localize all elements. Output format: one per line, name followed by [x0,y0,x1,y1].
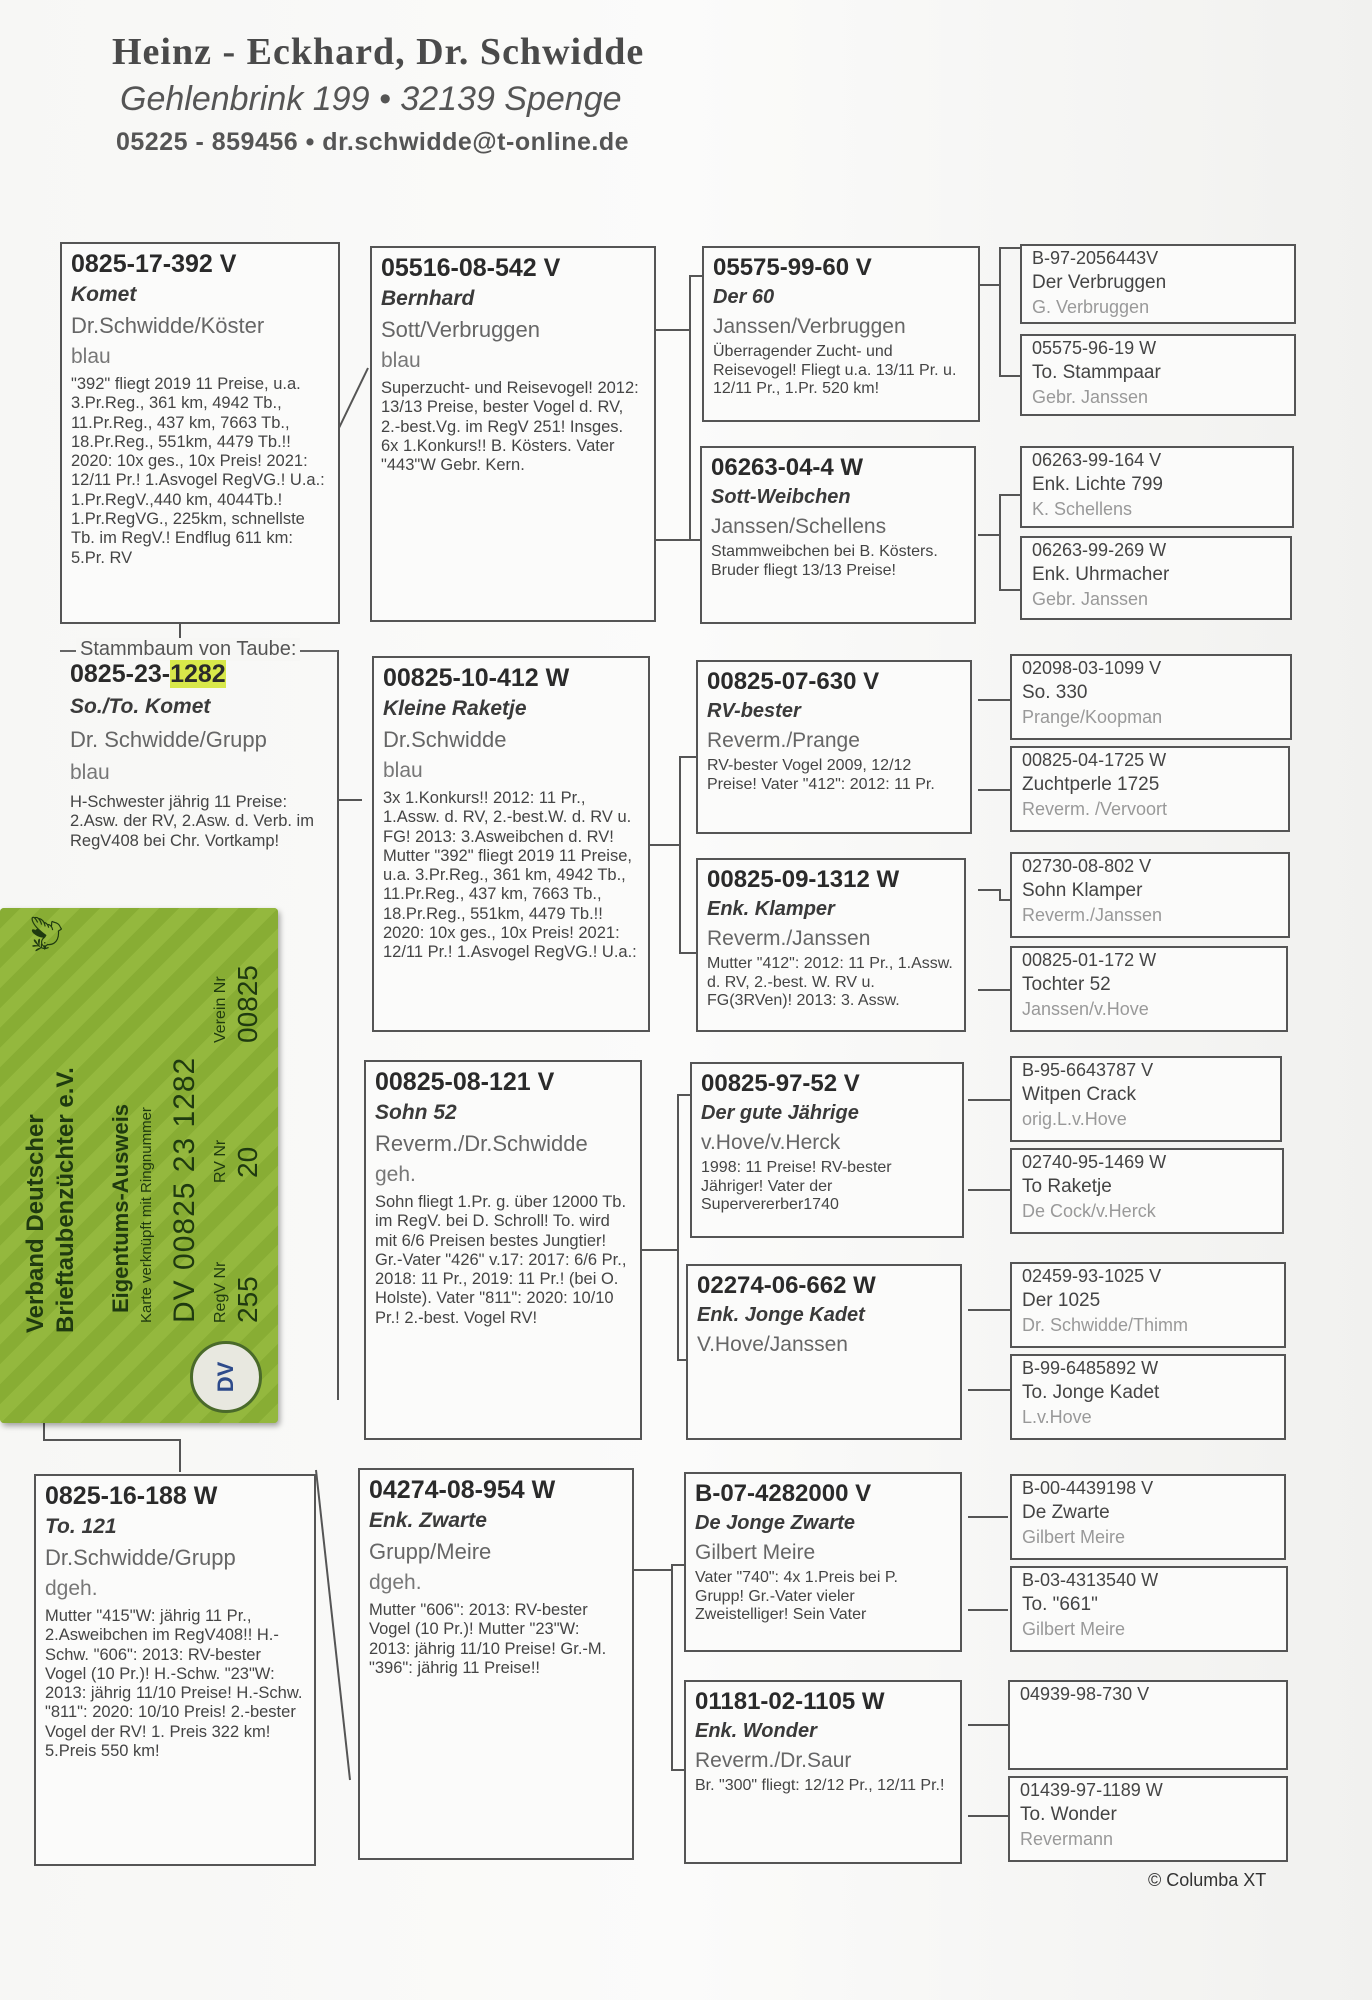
subject-description: H-Schwester jährig 11 Preise: 2.Asw. der RV, 2.Asw. d. Verb. im RegV408 bei Chr. Vortkamp! [70,793,314,850]
dam-box [34,1474,316,1866]
gen3-box-8 [684,1680,962,1864]
card-ring-number: DV 00825 23 1282 [168,1056,201,1323]
description: 3x 1.Konkurs!! 2012: 11 Pr., 1.Assw. d. RV, 2.-best.W. d. RV u. FG! 2013: 3.Asweibchen d. RV! Mutter "392" fliegt 2019 11 Preise, u.a. 3.Pr.Reg., 361 km, 4942 Tb., 11.Pr.Reg., 437 km, 7663 Tb., 18.Pr.Reg., 551km, 4479 Tb.!! 2020: 10x ges., 10x Preis! 2021: 12/11 Pr.! 1.Asvogel RegVG.! U.a.: [383,789,637,962]
breeder: Reverm./Janssen [1022,905,1163,925]
description: Überragender Zucht- und Reisevogel! Fliegt u.a. 13/11 Pr. u. 12/11 Pr., 1.Pr. 520 km! [713,343,957,398]
ring-number: 02730-08-802 V [1022,856,1152,876]
description: Stammweibchen bei B. Kösters. Bruder fliegt 13/13 Preise! [711,543,938,579]
card-org-line1: Verband Deutscher [22,1114,49,1333]
description: 1998: 11 Preise! RV-bester Jähriger! Vater der Supervererber1740 [701,1159,892,1214]
dam-breeder: Dr.Schwidde/Grupp [45,1545,236,1570]
description: Mutter "606": 2013: RV-bester Vogel (10 Pr.)! Mutter "23"W: 2013: jährig 11/10 Preise! Gr.-M. "396": jährig 11 Preise!! [369,1601,607,1677]
breeder: Dr. Schwidde/Thimm [1022,1315,1189,1335]
pigeon-name: RV-bester [707,700,801,722]
gen3-box-4 [696,858,966,1032]
gen4-box-8 [1010,946,1288,1032]
breeder: Reverm./Dr.Saur [695,1749,852,1772]
ring-number: 00825-10-412 W [383,664,570,692]
gen4-box-10 [1010,1148,1284,1234]
gen2-box-4 [358,1468,634,1860]
pigeon-name: Tochter 52 [1022,974,1111,995]
card-rv-value: 20 [232,1146,263,1178]
gen2-box-2 [372,656,650,1032]
breeder: Reverm. /Vervoort [1022,799,1168,819]
pigeon-name: To. Stammpaar [1032,362,1161,383]
pigeon-name: Enk. Klamper [707,898,835,920]
ring-number: B-99-6485892 W [1022,1358,1159,1378]
breeder: Grupp/Meire [369,1539,492,1564]
color: blau [381,349,421,372]
pigeon-name: Enk. Jonge Kadet [697,1304,865,1326]
gen4-box-1 [1020,244,1296,324]
breeder: Reverm./Prange [707,729,860,752]
pigeon-name: De Zwarte [1022,1502,1110,1523]
description: Superzucht- und Reisevogel! 2012: 13/13 Preise, bester Vogel d. RV, 2.-best.Vg. im RegV 251! Insges. 6x 1.Konkurs!! B. Kösters. Vater "443"W Gebr. Kern. [381,379,639,475]
ring-number: 04939-98-730 V [1020,1684,1150,1704]
breeder-contact: 05225 - 859456 • dr.schwidde@t-online.de [116,128,630,156]
color: dgeh. [369,1571,422,1594]
subject-ring-prefix: 0825-23- [70,660,171,688]
gen4-box-15 [1008,1680,1288,1770]
pigeon-name: Der 1025 [1022,1290,1101,1311]
description: Sohn fliegt 1.Pr. g. über 12000 Tb. im RegV. bei D. Schroll! To. wird mit 6/6 Preisen bestes Jungtier! Gr.-Vater "426" v.17: 2017: 6/6 Pr., 2018: 11 Pr., 2019: 11 Pr.! (bei O. Holste). Vater "811": 2020: 10/10 Pr.! 2.-best. Vogel RV! [375,1193,627,1327]
breeder: Janssen/Verbruggen [713,315,906,338]
ring-number: 04274-08-954 W [369,1476,556,1504]
breeder: G. Verbruggen [1032,297,1150,317]
pigeon-name: To Raketje [1022,1176,1112,1197]
gen3-box-1 [702,246,980,422]
description: Mutter "412": 2012: 11 Pr., 1.Assw. d. RV, 2.-best. W. RV u. FG(3RVen)! 2013: 3. Assw. [707,955,953,1010]
card-subtitle: Karte verknüpft mit Ringnummer [138,1107,155,1323]
color: blau [383,759,423,782]
copyright: © Columba XT [1148,1870,1267,1890]
breeder: Gebr. Janssen [1032,387,1149,407]
gen4-box-5 [1010,654,1292,740]
breeder: v.Hove/v.Herck [701,1131,841,1154]
breeder: Prange/Koopman [1022,707,1163,727]
pigeon-name: Der gute Jährige [701,1102,859,1124]
pigeon-icon: 🕊 [31,914,64,953]
breeder: Gebr. Janssen [1032,589,1149,609]
breeder: Reverm./Dr.Schwidde [375,1131,588,1156]
breeder: orig.L.v.Hove [1022,1109,1127,1129]
ring-number: 00825-09-1312 W [707,866,900,893]
ring-number: 06263-99-164 V [1032,450,1162,470]
breeder: Gilbert Meire [1022,1527,1126,1547]
breeder: Gilbert Meire [1022,1619,1126,1639]
breeder: K. Schellens [1032,499,1133,519]
breeder: V.Hove/Janssen [697,1333,848,1356]
pigeon-name: Enk. Zwarte [369,1509,487,1532]
breeder: Janssen/Schellens [711,515,887,538]
ring-number: 01181-02-1105 W [695,1688,885,1715]
ring-number: 06263-99-269 W [1032,540,1167,560]
breeder: L.v.Hove [1022,1407,1092,1427]
ring-number: 00825-08-121 V [375,1068,555,1096]
ring-number: B-07-4282000 V [695,1480,872,1507]
pigeon-name: Bernhard [381,287,475,310]
gen4-box-7 [1010,852,1290,938]
breeder: De Cock/v.Herck [1022,1201,1156,1221]
gen4-box-14 [1010,1566,1288,1652]
pigeon-name: Witpen Crack [1022,1084,1137,1105]
pigeon-name: Der 60 [713,286,775,308]
gen3-box-2 [700,446,976,624]
ring-number: 02274-06-662 W [697,1272,876,1299]
pigeon-name: Enk. Lichte 799 [1032,474,1163,495]
pigeon-name: Sohn 52 [375,1101,457,1124]
gen4-box-4 [1020,536,1292,620]
dam-description: Mutter "415"W: jährig 11 Pr., 2.Asweibchen im RegV408!! H.-Schw. "606": 2013: RV-bester Vogel (10 Pr.)! H.-Schw. "23"W: 2013: jährig 11/10 Preise! H.-Schw. "811": 2020: 10/10 Preis! 2.-bester Vogel der RV! 1. Preis 322 km! 5.Preis 550 km! [45,1607,303,1761]
card-org-line2: Brieftaubenzüchter e.V. [52,1067,79,1333]
gen3-box-3 [696,660,972,834]
description: Br. "300" fliegt: 12/12 Pr., 12/11 Pr.! [695,1777,945,1794]
dv-logo: DV [190,1341,262,1413]
pigeon-name: De Jonge Zwarte [695,1512,856,1534]
pigeon-name: Sohn Klamper [1022,880,1143,901]
subject-color: blau [70,761,110,784]
gen2-box-1 [370,246,656,622]
description: RV-bester Vogel 2009, 12/12 Preise! Vater "412": 2012: 11 Pr. [707,757,935,793]
pigeon-name: To. "661" [1022,1594,1098,1615]
sire-color: blau [71,345,111,368]
subject-section [60,660,340,920]
card-regv-label: RegV Nr [212,1261,229,1323]
ring-number: 05575-99-60 V [713,254,872,281]
pigeon-name: To. Jonge Kadet [1022,1382,1160,1403]
ring-number: 06263-04-4 W [711,454,864,481]
subject-name: So./To. Komet [70,695,211,718]
gen4-box-13 [1010,1474,1286,1560]
pigeon-name: To. Wonder [1020,1804,1117,1825]
ownership-card [0,908,278,1423]
color: geh. [375,1163,416,1186]
sire-name: Komet [71,283,137,306]
breeder: Janssen/v.Hove [1022,999,1149,1019]
breeder: Reverm./Janssen [707,927,871,950]
dam-name: To. 121 [45,1515,117,1538]
subject-breeder: Dr. Schwidde/Grupp [70,727,267,752]
gen4-box-2 [1020,334,1296,416]
pigeon-name: So. 330 [1022,682,1088,703]
gen3-box-7 [684,1472,962,1652]
ring-number: 00825-01-172 W [1022,950,1157,970]
gen4-box-3 [1020,446,1294,528]
pigeon-name: Zuchtperle 1725 [1022,774,1160,795]
ring-number: 00825-07-630 V [707,668,880,695]
gen4-box-6 [1010,746,1290,832]
ring-number: 02459-93-1025 V [1022,1266,1162,1286]
gen3-box-5 [690,1062,964,1238]
ring-number: 05516-08-542 V [381,254,561,282]
pigeon-name: Sott-Weibchen [711,486,851,508]
ring-number: 00825-04-1725 W [1022,750,1167,770]
gen4-box-9 [1010,1056,1282,1142]
pigeon-name: Enk. Uhrmacher [1032,564,1170,585]
pedigree-label: Stammbaum von Taube: [76,638,300,661]
breeder: Revermann [1020,1829,1114,1849]
gen4-box-12 [1010,1354,1286,1440]
breeder-name: Heinz - Eckhard, Dr. Schwidde [112,31,645,73]
sire-breeder: Dr.Schwidde/Köster [71,313,265,338]
ring-number: 01439-97-1189 W [1020,1780,1163,1800]
description: Vater "740": 4x 1.Preis bei P. Grupp! Gr.-Vater vieler Zweistelliger! Sein Vater [695,1569,898,1624]
gen4-box-16 [1008,1776,1288,1862]
gen2-box-3 [364,1060,642,1440]
breeder: Gilbert Meire [695,1541,816,1564]
card-regv-value: 255 [232,1276,263,1323]
gen3-box-6 [686,1264,962,1440]
ring-number: 02740-95-1469 W [1022,1152,1167,1172]
card-verein-value: 00825 [232,965,263,1043]
pigeon-name: Enk. Wonder [695,1720,817,1742]
card-verein-label: Verein Nr [212,976,229,1043]
dam-ring: 0825-16-188 W [45,1482,218,1510]
sire-description: "392" fliegt 2019 11 Preise, u.a. 3.Pr.Reg., 361 km, 4942 Tb., 11.Pr.Reg., 437 km, 7663 Tb., 18.Pr.Reg., 551km, 4479 Tb.!! 2020: 10x ges., 10x Preis! 2021: 12/11 Pr.! 1.Asvogel RegVG.! U.a.: 1.Pr.RegV.,440 km, 4044Tb.! 1.Pr.RegVG., 225km, schnellste Tb. im RegV.! Endflug 611 km: 5.Pr. RV [71,375,325,567]
breeder: Sott/Verbruggen [381,317,541,342]
sire-ring: 0825-17-392 V [71,250,237,278]
gen4-box-11 [1010,1262,1286,1348]
ring-number: 05575-96-19 W [1032,338,1157,358]
ring-number: 00825-97-52 V [701,1070,860,1097]
breeder-address: Gehlenbrink 199 • 32139 Spenge [120,80,622,118]
card-rv-label: RV Nr [212,1139,229,1183]
ring-number: B-97-2056443V [1032,248,1159,268]
pigeon-name: Kleine Raketje [383,697,527,720]
dam-color: dgeh. [45,1577,98,1600]
pigeon-name: Der Verbruggen [1032,272,1167,293]
ring-number: B-95-6643787 V [1022,1060,1154,1080]
breeder: Dr.Schwidde [383,727,507,752]
ring-number: 02098-03-1099 V [1022,658,1162,678]
subject-ring-highlight: 1282 [170,660,226,688]
card-title: Eigentums-Ausweis [108,1103,133,1313]
ring-number: B-03-4313540 W [1022,1570,1159,1590]
sire-box [60,242,340,624]
ring-number: B-00-4439198 V [1022,1478,1154,1498]
